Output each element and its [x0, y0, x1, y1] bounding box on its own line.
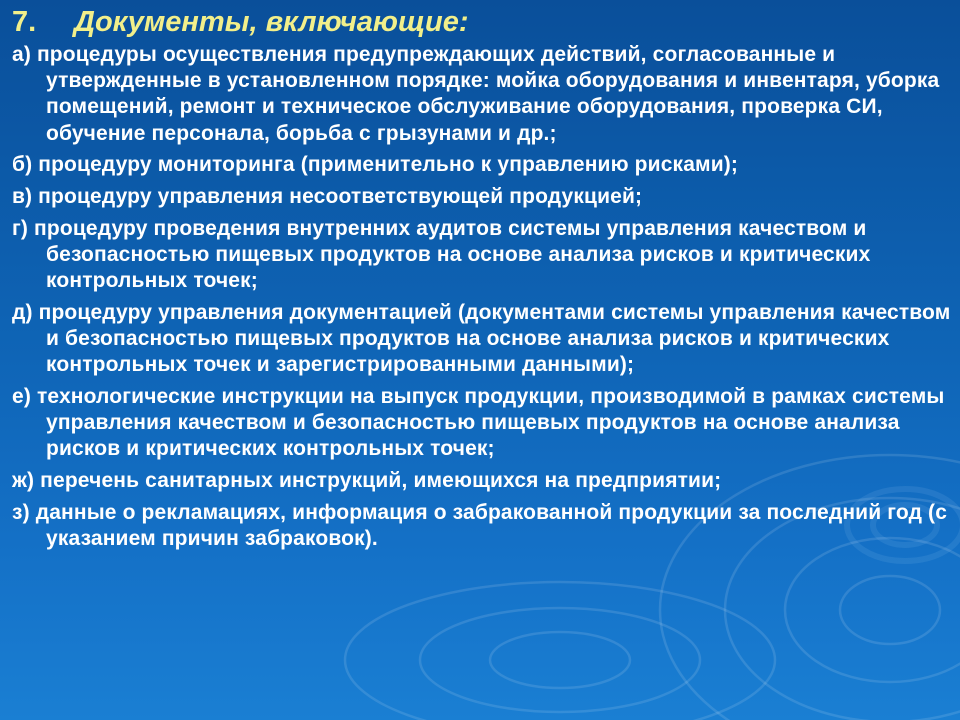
- list-item-zh: ж) перечень санитарных инструкций, имеющихся на предприятии;: [12, 469, 722, 493]
- title-text: Документы, включающие:: [74, 6, 469, 38]
- list-item-a: а) процедуры осуществления предупреждающих действий, согласованные и утвержденные в установленном порядке: мойка оборудования и инвентаря, уборка помещений, ремонт и техническое обслуживание оборудования, проверка СИ, обучение персонала, борьба с грызунами и др.;: [12, 43, 940, 145]
- section-number: 7.: [12, 6, 37, 38]
- list-item-d: д) процедуру управления документацией (документами системы управления качеством и безопасностью пищевых продуктов на основе анализа рисков и критических контрольных точек и зарегистрированными данными);: [12, 300, 951, 377]
- slide-title: [12, 5, 469, 39]
- list-item-b: б) процедуру мониторинга (применительно к управлению рисками);: [12, 153, 739, 177]
- list-item-e: е) технологические инструкции на выпуск продукции, производимой в рамках системы управления качеством и безопасностью пищевых продуктов на основе анализа рисков и критических контрольных точек;: [12, 384, 945, 461]
- list-item-z: з) данные о рекламациях, информация о забракованной продукции за последний год (с указанием причин забраковок).: [12, 500, 948, 550]
- list-item-g: г) процедуру проведения внутренних аудитов системы управления качеством и безопасностью пищевых продуктов на основе анализа рисков и критических контрольных точек;: [12, 216, 871, 293]
- list-item-v: в) процедуру управления несоответствующей продукцией;: [12, 185, 643, 209]
- document-list: [12, 42, 956, 558]
